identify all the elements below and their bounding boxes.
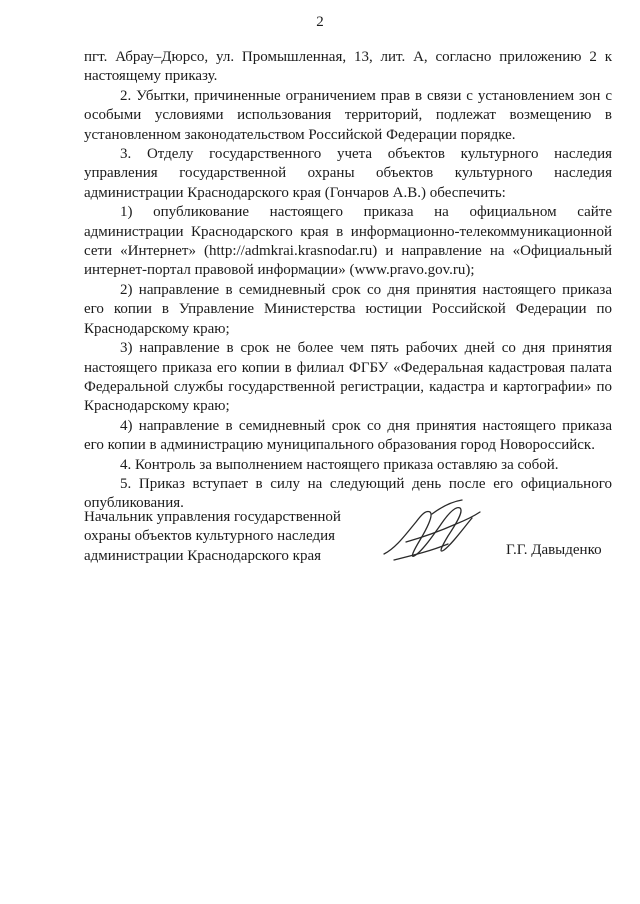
paragraph-item-3: 3. Отделу государственного учета объектов культурного наследия управления государственной охраны объектов культурного наследия администрации Краснодарского края (Гончаров А.В.) обеспечить: (84, 146, 612, 201)
signer-title-line-3: администрации Краснодарского края (84, 547, 322, 564)
paragraph-item-2: 2. Убытки, причиненные ограничением прав в связи с установлением зон с особыми условиями использования территорий, подлежат возмещению в установленном законодательством Российской Федерации порядке. (84, 87, 612, 143)
subparagraph-4: 4) направление в семидневный срок со дня принятия настоящего приказа его копии в администрацию муниципального образования город Новороссийск. (84, 417, 612, 454)
paragraph-continuation: пгт. Абрау–Дюрсо, ул. Промышленная, 13, лит. А, согласно приложению 2 к настоящему приказу. (84, 49, 612, 85)
signer-title-line-1: Начальник управления государственной (84, 509, 341, 525)
subparagraph-2: 2) направление в семидневный срок со дня принятия настоящего приказа его копии в Управление Министерства юстиции Российской Федерации по Краснодарскому краю; (84, 281, 612, 337)
document-body (84, 48, 612, 514)
paragraph-item-5: 5. Приказ вступает в силу на следующий день после его официального опубликования. (84, 475, 612, 512)
handwritten-signature-icon (376, 494, 486, 574)
subparagraph-3: 3) направление в срок не более чем пять рабочих дней со дня принятия настоящего приказа его копии в филиал ФГБУ «Федеральная кадастровая палата Федеральной службы государственной регистрации, кадастра и картографии» по Краснодарскому краю; (84, 340, 612, 415)
paragraph-item-4: 4. Контроль за выполнением настоящего приказа оставляю за собой. (120, 456, 559, 473)
page-number: 2 (316, 14, 324, 30)
signature-block (84, 508, 612, 578)
subparagraph-1: 1) опубликование настоящего приказа на официальном сайте администрации Краснодарского края в информационно-телекоммуникационной сети «Интернет» (http://admkrai.krasnodar.ru) и направление на «Официальный интернет-портал правовой информации» (www.pravo.gov.ru); (84, 204, 612, 279)
signer-name: Г.Г. Давыденко (506, 542, 602, 558)
signer-title (84, 508, 364, 566)
signer-title-line-2: охраны объектов культурного наследия (84, 528, 336, 545)
